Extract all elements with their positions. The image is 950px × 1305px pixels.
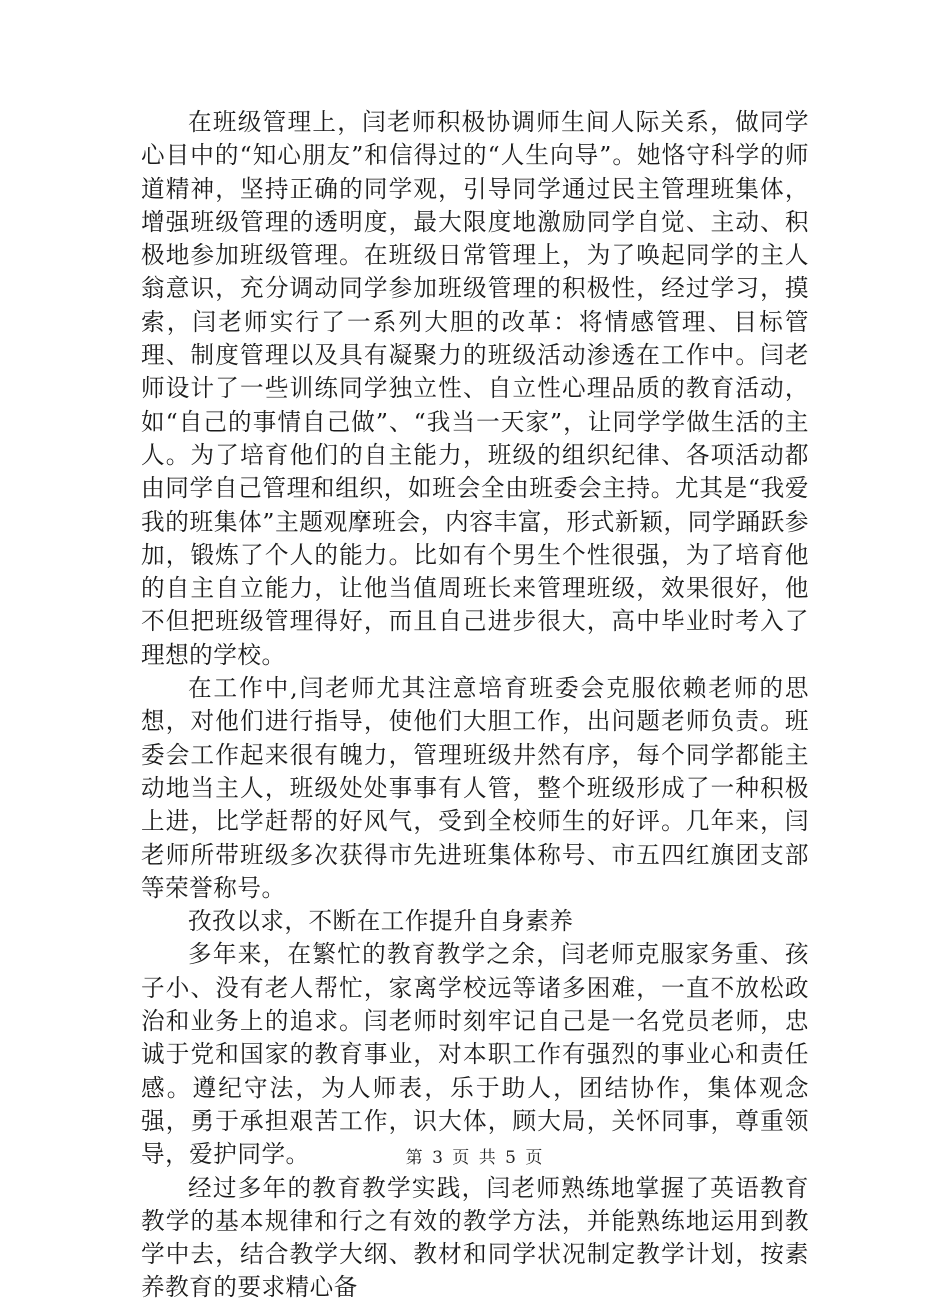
section-heading: 孜孜以求，不断在工作提升自身素养	[188, 907, 574, 936]
body-paragraph: 在班级管理上，闫老师积极协调师生间人际关系，做同学心目中的“知心朋友”和信得过的“人生向导”。她恪守科学的师道精神，坚持正确的同学观，引导同学通过民主管理班集体，增强班级管理的透明度，最大限度地激励同学自觉、主动、积极地参加班级管理。在班级日常管理上，为了唤起同学的主人翁意识，充分调动同学参加班级管理的积极性，经过学习，摸索，闫老师实行了一系列大胆的改革：将情感管理、目标管理、制度管理以及具有凝聚力的班级活动渗透在工作中。闫老师设计了一些训练同学独立性、自立性心理品质的教育活动，如“自己的事情自己做”、“我当一天家”，让同学学做生活的主人。为了培育他们的自主能力，班级的组织纪律、各项活动都由同学自己管理和组织，如班会全由班委会主持。尤其是“我爱我的班集体”主题观摩班会，内容丰富，形式新颖，同学踊跃参加，锻炼了个人的能力。比如有个男生个性很强，为了培育他的自主自立能力，让他当值周班长来管理班级，效果很好，他不但把班级管理得好，而且自己进步很大，高中毕业时考入了理想的学校。	[141, 108, 809, 669]
body-paragraph: 多年来，在繁忙的教育教学之余，闫老师克服家务重、孩子小、没有老人帮忙，家离学校远等诸多困难，一直不放松政治和业务上的追求。闫老师时刻牢记自己是一名党员老师，忠诚于党和国家的教育事业，对本职工作有强烈的事业心和责任感。遵纪守法，为人师表，乐于助人，团结协作，集体观念强，勇于承担艰苦工作，识大体，顾大局，关怀同事，尊重领导，爱护同学。	[141, 940, 809, 1169]
body-paragraph: 经过多年的教育教学实践，闫老师熟练地掌握了英语教育教学的基本规律和行之有效的教学方法，并能熟练地运用到教学中去，结合教学大纲、教材和同学状况制定教学计划，按素养教育的要求精心备	[141, 1173, 809, 1302]
document-body	[141, 106, 809, 1305]
page-number-footer: 第 3 页 共 5 页	[405, 1148, 545, 1168]
body-paragraph: 在工作中,闫老师尤其注意培育班委会克服依赖老师的思想，对他们进行指导，使他们大胆工作，出问题老师负责。班委会工作起来很有魄力，管理班级井然有序，每个同学都能主动地当主人，班级处处事事有人管，整个班级形成了一种积极上进，比学赶帮的好风气，受到全校师生的好评。几年来，闫老师所带班级多次获得市先进班集体称号、市五四红旗团支部等荣誉称号。	[141, 674, 809, 902]
